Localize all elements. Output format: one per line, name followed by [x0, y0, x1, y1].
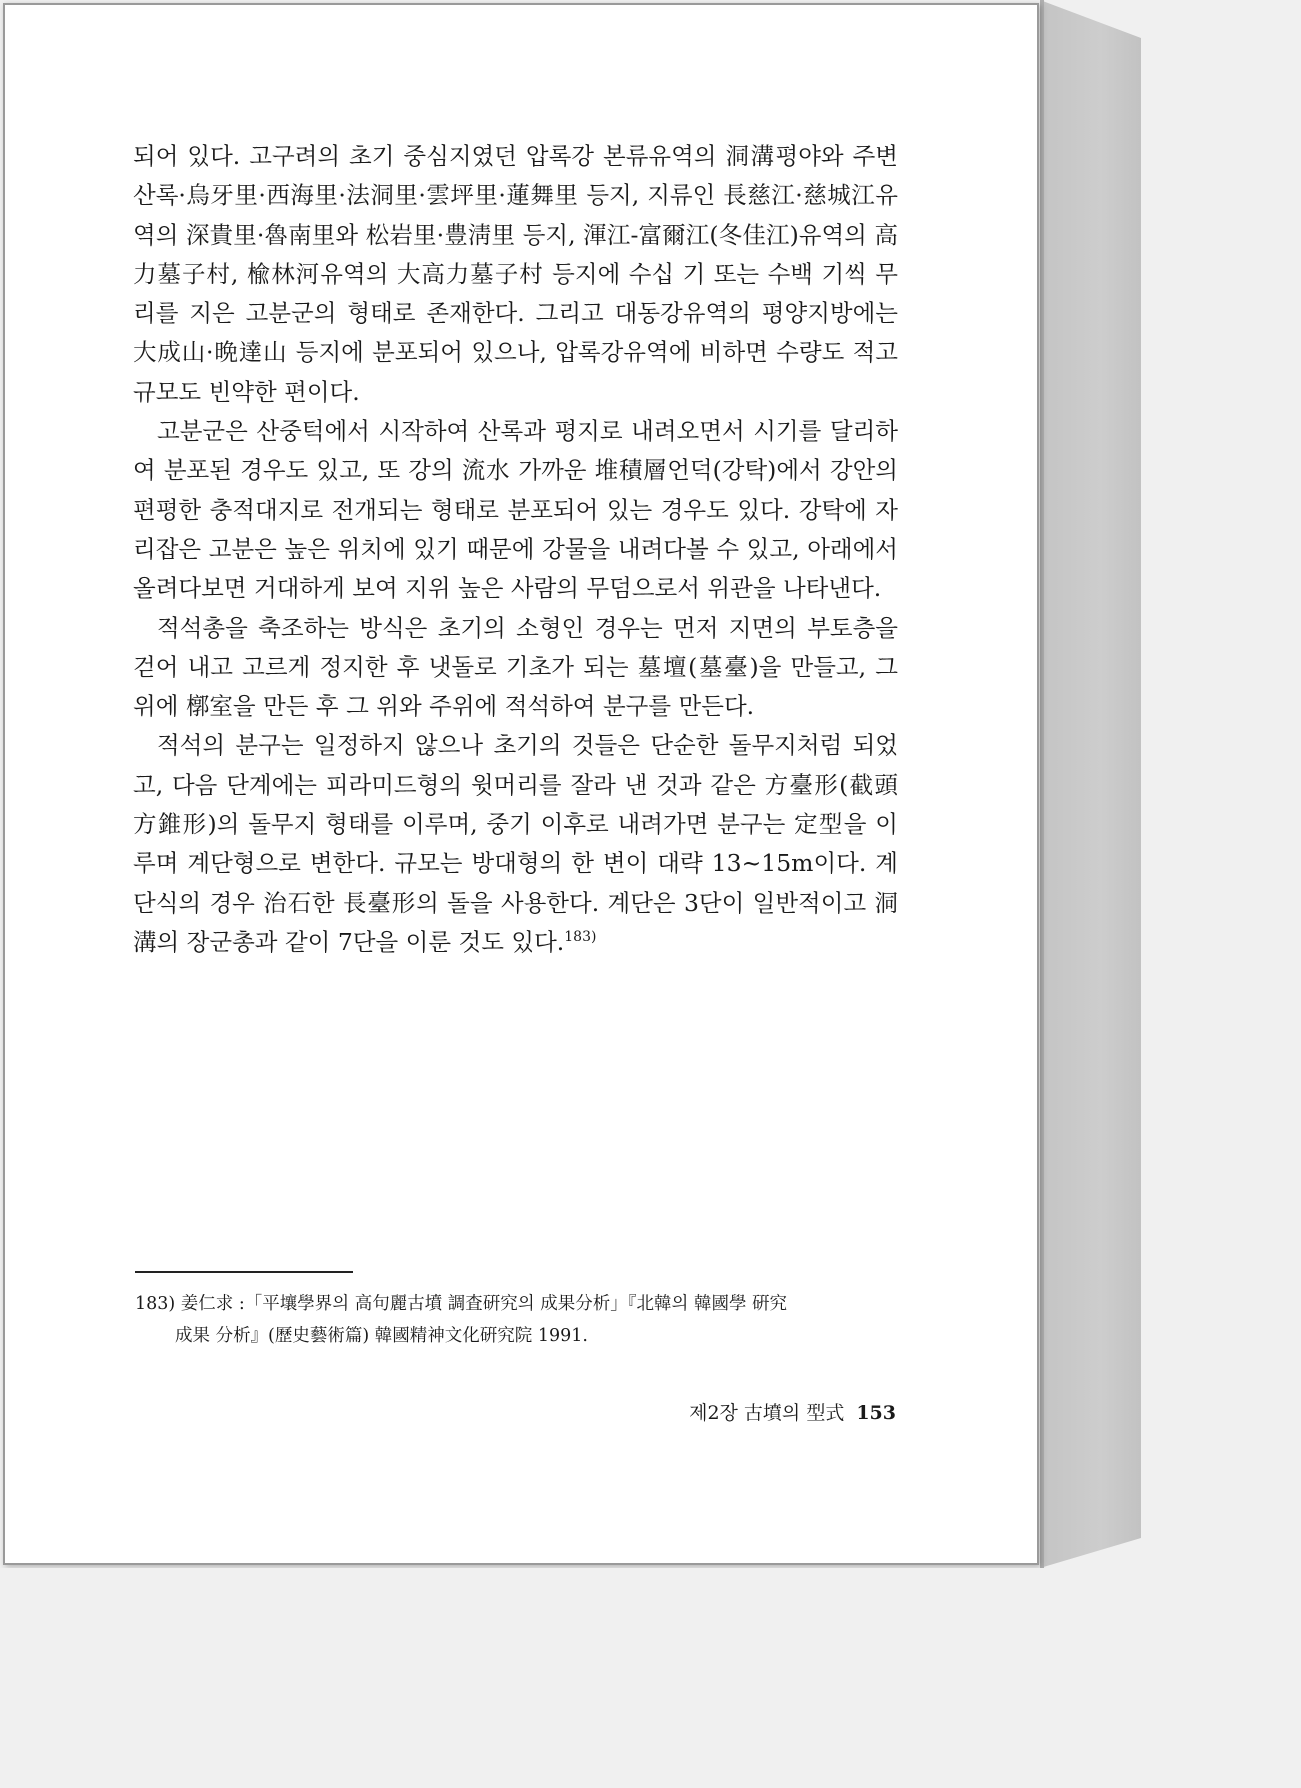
- book-side-edge: [1040, 0, 1141, 1568]
- running-footer: [689, 1398, 896, 1425]
- footnote-line-2: 成果 分析』(歷史藝術篇) 韓國精神文化硏究院 1991.: [175, 1326, 588, 1346]
- footnote-reference[interactable]: 183): [564, 928, 597, 945]
- chapter-title: 제2장 古墳의 型式: [689, 1402, 845, 1424]
- paragraph-4: [133, 726, 898, 962]
- paragraph-3: 적석총을 축조하는 방식은 초기의 소형인 경우는 먼저 지면의 부토층을 걷어 내고 고르게 정지한 후 냇돌로 기초가 되는 墓壇(墓臺)을 만들고, 그 위에 槨室을 만든 후 그 위와 주위에 적석하여 분구를 만든다.: [133, 613, 898, 721]
- footnote-divider: [135, 1271, 353, 1273]
- body-text: [133, 137, 898, 962]
- paragraph-2: 고분군은 산중턱에서 시작하여 산록과 평지로 내려오면서 시기를 달리하여 분포된 경우도 있고, 또 강의 流水 가까운 堆積層언덕(강탁)에서 강안의 편평한 충적대지로 전개되는 형태로 분포되어 있는 경우도 있다. 강탁에 자리잡은 고분은 높은 위치에 있기 때문에 강물을 내려다볼 수 있고, 아래에서 올려다보면 거대하게 보여 지위 높은 사람의 무덤으로서 위관을 나타낸다.: [133, 417, 899, 603]
- book-spine-line: [1040, 0, 1044, 1568]
- paragraph-4-text: 적석의 분구는 일정하지 않으나 초기의 것들은 단순한 돌무지처럼 되었고, 다음 단계에는 피라미드형의 윗머리를 잘라 낸 것과 같은 方臺形(截頭方錐形)의 돌무지 형태를 이루며, 중기 이후로 내려가면 분구는 定型을 이루며 계단형으로 변한다. 규모는 방대형의 한 변이 대략 13~15m이다. 계단식의 경우 治石한 長臺形의 돌을 사용한다. 계단은 3단이 일반적이고 洞溝의 장군총과 같이 7단을 이룬 것도 있다.: [133, 731, 898, 956]
- page-number: 153: [856, 1402, 896, 1424]
- footnote-line-1: 183) 姜仁求 :「平壤學界의 高句麗古墳 調査硏究의 成果分析」『北韓의 韓國學 硏究: [135, 1294, 788, 1314]
- footnote: [135, 1288, 900, 1352]
- paragraph-1: 되어 있다. 고구려의 초기 중심지였던 압록강 본류유역의 洞溝평야와 주변 산록·烏牙里·西海里·法洞里·雲坪里·蓮舞里 등지, 지류인 長慈江·慈城江유역의 深貴里·魯南里와 松岩里·豊淸里 등지, 渾江-富爾江(冬佳江)유역의 高力墓子村, 楡林河유역의 大高力墓子村 등지에 수십 기 또는 수백 기씩 무리를 지은 고분군의 형태로 존재한다. 그리고 대동강유역의 평양지방에는 大成山·晩達山 등지에 분포되어 있으나, 압록강유역에 비하면 수량도 적고 규모도 빈약한 편이다.: [133, 142, 898, 406]
